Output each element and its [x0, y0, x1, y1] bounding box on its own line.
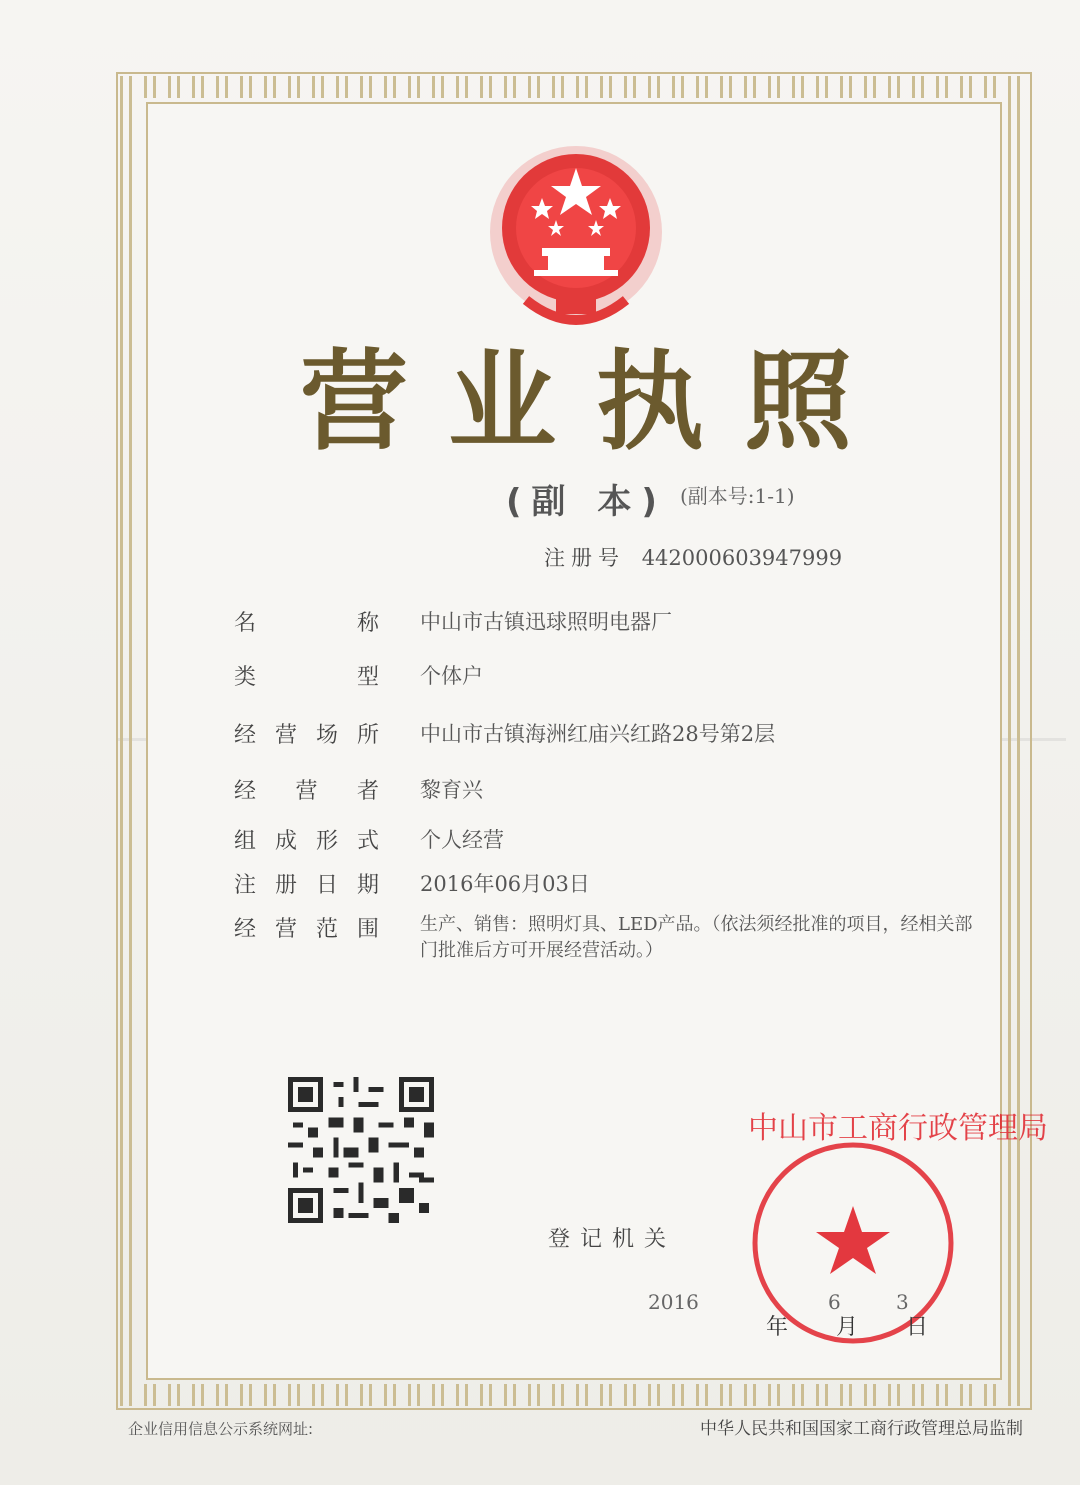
- field-label-char: 注: [234, 873, 257, 898]
- field-value: 中山市古镇海洲红庙兴红路28号第2层: [420, 722, 776, 746]
- field-label-char: 围: [356, 917, 379, 942]
- field-label-char: 形: [315, 829, 338, 854]
- field-label: [234, 868, 379, 899]
- issue-year: 2016: [648, 1290, 699, 1314]
- field-label-char: 式: [356, 829, 379, 854]
- field-label-char: 期: [356, 873, 379, 898]
- field-label-char: 称: [356, 611, 379, 636]
- field-label: [234, 718, 379, 749]
- national-emblem-icon: [486, 140, 666, 332]
- footer-issuer: 中华人民共和国国家工商行政管理总局监制: [700, 1419, 1023, 1439]
- year-char: 年: [766, 1315, 789, 1340]
- field-label-char: 场: [315, 723, 338, 748]
- field-value: 黎育兴: [420, 778, 483, 802]
- field-composition: [234, 824, 994, 864]
- field-label-char: 营: [274, 723, 297, 748]
- registration-number-label: 注册号: [544, 546, 625, 570]
- field-value: 个体户: [420, 664, 483, 688]
- field-label-char: 册: [274, 873, 297, 898]
- field-address: [234, 718, 994, 758]
- issue-day: 3: [896, 1290, 909, 1314]
- registration-number-value: 442000603947999: [641, 546, 843, 570]
- month-char: 月: [836, 1315, 859, 1340]
- issue-month: 6: [828, 1290, 841, 1314]
- field-value: 生产、销售：照明灯具、LED产品。（依法须经批准的项目，经相关部门批准后方可开展经营活动。）: [420, 914, 973, 961]
- day-char: 日: [906, 1315, 929, 1340]
- document-title: 营业执照: [300, 340, 893, 465]
- field-label-char: 日: [315, 873, 338, 898]
- date-labels: [766, 1310, 976, 1341]
- field-label: [234, 660, 379, 691]
- field-name: [234, 606, 994, 646]
- field-operator: [234, 774, 994, 814]
- field-value: 个人经营: [420, 828, 504, 852]
- field-registration-date: [234, 868, 994, 908]
- field-label-char: 经: [234, 917, 257, 942]
- field-label-char: 范: [315, 917, 338, 942]
- field-label-char: 经: [234, 779, 257, 804]
- field-label-char: 组: [234, 829, 257, 854]
- registration-authority-label: 登记机关: [548, 1227, 677, 1252]
- field-label-char: 所: [356, 723, 379, 748]
- field-label-char: 营: [295, 779, 318, 804]
- field-label-char: 类: [234, 665, 257, 690]
- field-label: [234, 912, 379, 943]
- field-label-char: 营: [274, 917, 297, 942]
- copy-number: (副本号:1-1): [680, 484, 795, 508]
- registration-number: [544, 542, 842, 572]
- field-label-char: 经: [234, 723, 257, 748]
- field-label: [234, 824, 379, 855]
- copy-label: (副 本): [506, 482, 667, 522]
- field-value: 2016年06月03日: [420, 872, 590, 896]
- field-label-char: 名: [234, 611, 257, 636]
- field-label-char: 者: [356, 779, 379, 804]
- field-label-char: 成: [274, 829, 297, 854]
- field-label-char: 型: [356, 665, 379, 690]
- seal-text: 中山市工商行政管理局: [748, 1111, 1048, 1146]
- field-type: [234, 660, 994, 700]
- field-value: 中山市古镇迅球照明电器厂: [420, 610, 672, 634]
- field-label: [234, 606, 379, 637]
- field-business-scope: [234, 912, 994, 982]
- field-label: [234, 774, 379, 805]
- qr-code-icon[interactable]: [288, 1077, 434, 1223]
- footer-website-label: 企业信用信息公示系统网址:: [128, 1420, 314, 1438]
